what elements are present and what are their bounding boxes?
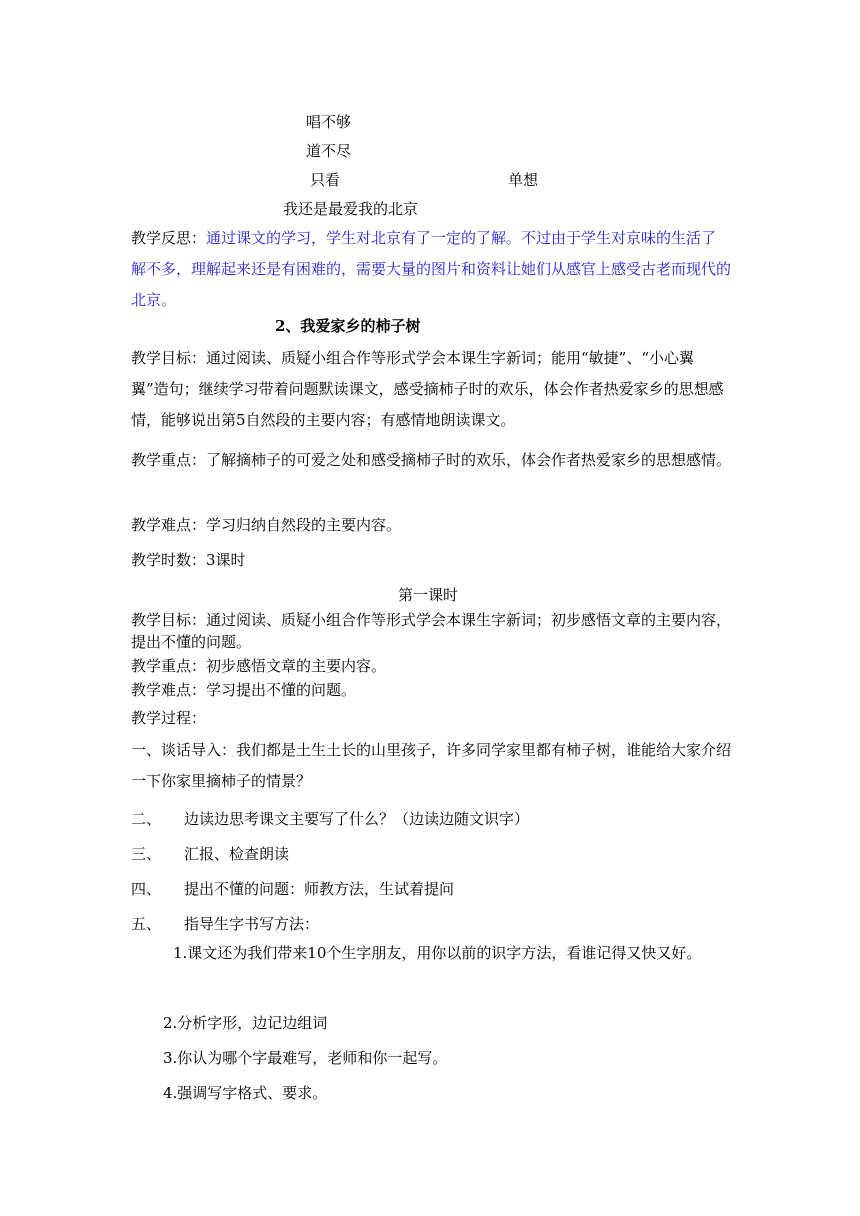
step-1: 一、谈话导入：我们都是土生土长的山里孩子，许多同学家里都有柿子树，谁能给大家介绍一下你家里摘柿子的情景？ bbox=[131, 741, 732, 790]
substep-3: 3.你认为哪个字最难写，老师和你一起写。 bbox=[163, 1049, 448, 1067]
period-difficulty: 教学难点：学习提出不懂的问题。 bbox=[131, 681, 357, 699]
poem-line-3a: 只看 bbox=[310, 171, 341, 189]
poem-line-2: 道不尽 bbox=[306, 142, 352, 160]
poem-line-3b: 单想 bbox=[508, 171, 539, 189]
step-2-number: 二、 bbox=[131, 810, 162, 828]
step-5: 指导生字书写方法： bbox=[184, 915, 320, 933]
step-3: 汇报、检查朗读 bbox=[184, 845, 290, 863]
substep-2: 2.分析字形，边记边组词 bbox=[163, 1014, 328, 1032]
teaching-reflection bbox=[131, 223, 731, 316]
period-focus: 教学重点：初步感悟文章的主要内容。 bbox=[131, 657, 387, 675]
lesson-title: 2、我爱家乡的柿子树 bbox=[275, 317, 421, 335]
substep-1: 1.课文还为我们带来10个生字朋友，用你以前的识字方法，看谁记得又快又好。 bbox=[173, 944, 702, 962]
reflection-label: 教学反思： bbox=[131, 229, 207, 247]
step-5-number: 五、 bbox=[131, 915, 162, 933]
step-2: 边读边思考课文主要写了什么？（边读边随文识字） bbox=[184, 810, 530, 828]
lesson-goal: 教学目标：通过阅读、质疑小组合作等形式学会本课生字新词；能用“敏捷”、“小心翼翼”造句；继续学习带着问题默读课文，感受摘柿子时的欢乐，体会作者热爱家乡的思想感情，能够说出第5自然段的主要内容；有感情地朗读课文。 bbox=[131, 349, 724, 429]
poem-line-4: 我还是最爱我的北京 bbox=[283, 200, 419, 218]
step-4: 提出不懂的问题：师教方法，生试着提问 bbox=[184, 880, 455, 898]
lesson-difficulty: 教学难点：学习归纳自然段的主要内容。 bbox=[131, 516, 402, 534]
period-goal: 教学目标：通过阅读、质疑小组合作等形式学会本课生字新词；初步感悟文章的主要内容，提出不懂的问题。 bbox=[131, 611, 732, 651]
substep-4: 4.强调写字格式、要求。 bbox=[163, 1084, 328, 1102]
period-process-label: 教学过程： bbox=[131, 709, 207, 727]
lesson-focus: 教学重点：了解摘柿子的可爱之处和感受摘柿子时的欢乐，体会作者热爱家乡的思想感情。 bbox=[131, 451, 732, 469]
step-3-number: 三、 bbox=[131, 845, 162, 863]
period-title: 第一课时 bbox=[398, 586, 459, 604]
reflection-text: 通过课文的学习，学生对北京有了一定的了解。不过由于学生对京味的生活了解不多，理解起来还是有困难的，需要大量的图片和资料让她们从感官上感受古老而现代的北京。 bbox=[131, 229, 732, 309]
lesson-hours: 教学时数：3课时 bbox=[131, 551, 246, 569]
poem-line-1: 唱不够 bbox=[306, 113, 352, 131]
step-4-number: 四、 bbox=[131, 880, 162, 898]
